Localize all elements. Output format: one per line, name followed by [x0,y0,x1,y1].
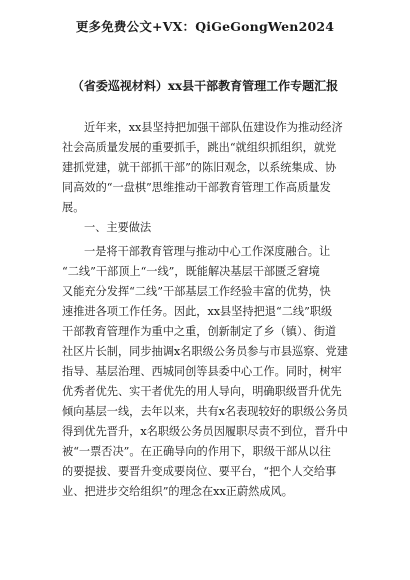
intro-paragraph [62,118,352,218]
para-line: 得到优先晋升，x名职级公务员因履职尽责不到位，晋升中 [62,425,348,438]
para-line: 又能充分发挥“二线”干部基层工作经验丰富的优势，快 [62,285,331,298]
intro-line: 近年来，xx县坚持把加强干部队伍建设作为推动经济 [84,121,343,134]
para-line: 干部教育管理作为重中之重，创新制定了乡（镇）、街道 [62,325,337,338]
para-line: 的要提拔、要晋升变成要岗位、要平台，“把个人交给事 [62,465,337,478]
promo-banner: 更多免费公文+VX：QiGeGongWen2024 [75,19,335,34]
para-line: 被“一票否决”。在正确导向的作用下，职级干部从以往 [62,445,331,458]
para-line: 倾向基层一线，去年以来，共有x名表现较好的职级公务员 [62,405,348,418]
intro-line: 社会高质量发展的重要抓手，跳出“就组织抓组织，就党 [62,141,337,154]
para-line: “二线”干部顶上“一线”，既能解决基层干部匮乏窘境 [62,265,320,278]
section-heading: 一、主要做法 [84,221,152,234]
intro-line: 展。 [62,201,85,214]
document-title: （省委巡视材料）xx县干部教育管理工作专题汇报 [71,79,339,93]
para-line: 指导、基层治理、西城同创等县委中心工作。同时，树牢 [62,365,342,378]
para-line: 社区片长制，同步抽调x名职级公务员参与市县巡察、党建 [62,345,348,358]
para-line: 业、把进步交给组织”的理念在xx正蔚然成风。 [62,485,293,498]
para-line: 一是将干部教育管理与推动中心工作深度融合。让 [84,245,331,258]
para-line: 速推进各项工作任务。因此，xx县坚持把退“二线”职级 [62,305,333,318]
intro-line: 建抓党建，就干部抓干部”的陈旧观念，以系统集成、协 [62,161,337,174]
intro-line: 同高效的“一盘棋”思维推动干部教育管理工作高质量发 [62,181,331,194]
main-paragraph [62,242,352,502]
para-line: 优秀者优先、实干者优先的用人导向，明确职级晋升优先 [62,385,342,398]
